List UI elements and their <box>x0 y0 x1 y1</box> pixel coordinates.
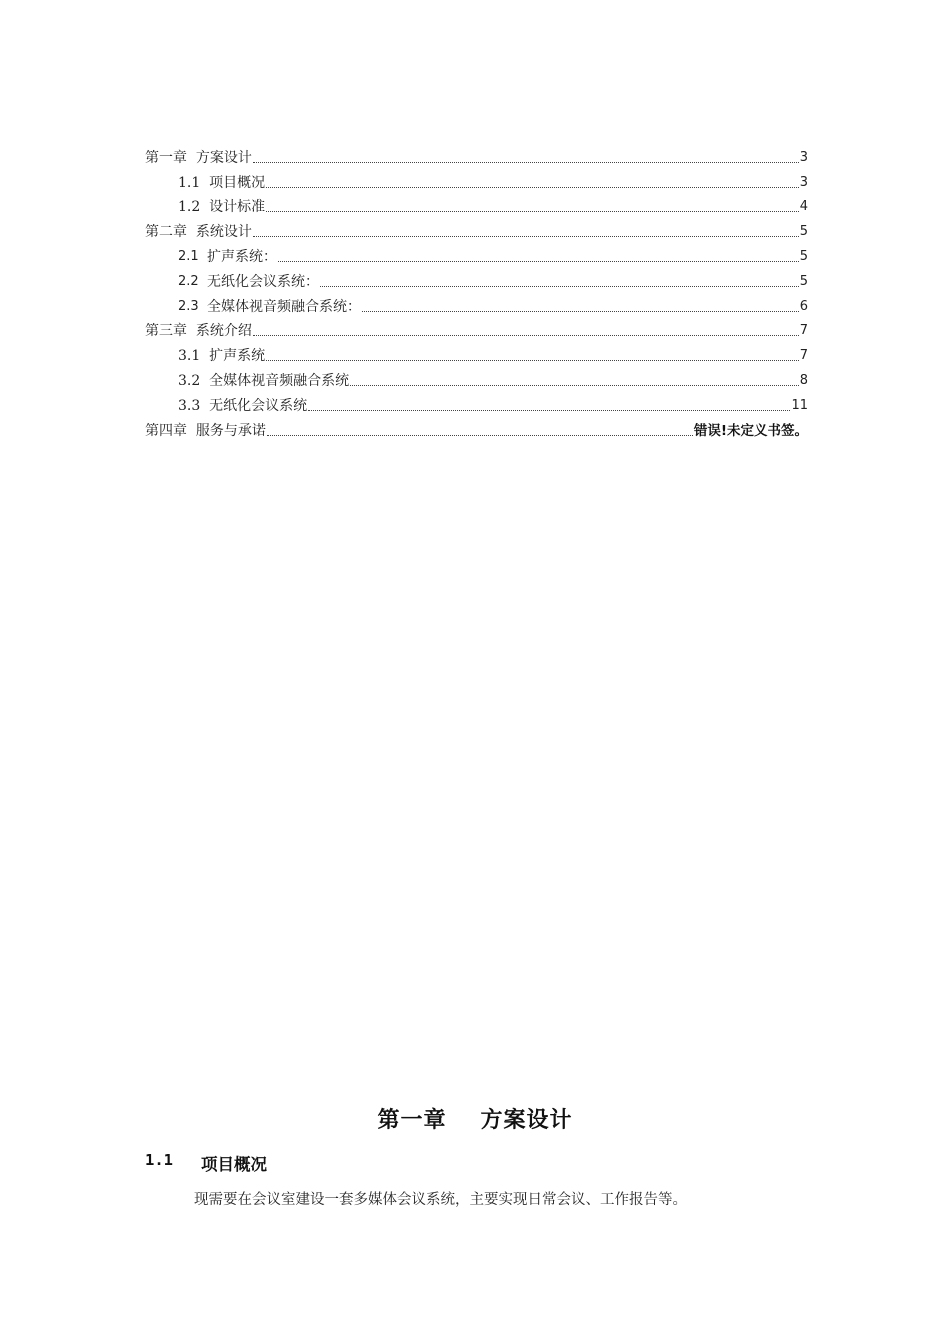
toc-entry-page: 5 <box>799 224 808 240</box>
toc-entry-number: 1.1 <box>178 174 210 191</box>
chapter-number: 第一章 <box>377 1107 447 1133</box>
toc-entry-page: 3 <box>799 149 808 165</box>
toc-entry[interactable] <box>145 192 808 217</box>
toc-dot-leader <box>308 409 790 411</box>
toc-entry-page: 8 <box>799 372 808 388</box>
toc-entry-page: 11 <box>791 397 808 413</box>
toc-entry[interactable] <box>145 390 808 415</box>
chapter-title <box>0 1103 950 1134</box>
toc-entry-title: 服务与承诺 <box>195 422 266 439</box>
toc-entry[interactable] <box>145 266 808 291</box>
toc-dot-leader <box>266 210 799 212</box>
toc-dot-leader <box>320 285 799 287</box>
toc-entry[interactable] <box>145 415 808 440</box>
toc-entry-number: 2.1 <box>178 248 207 264</box>
section-number: 1.1 <box>145 1151 173 1169</box>
toc-entry-title: 无纸化会议系统 <box>209 397 308 414</box>
body-paragraph: 现需要在会议室建设一套多媒体会议系统，主要实现日常会议、工作报告等。 <box>194 1192 687 1208</box>
toc-entry-title: 系统设计 <box>195 224 252 241</box>
toc-entry-title: 扩声系统： <box>206 248 277 265</box>
toc-entry-number: 第二章 <box>145 224 196 241</box>
toc-entry-title: 扩声系统 <box>209 348 266 365</box>
toc-dot-leader <box>278 260 799 262</box>
toc-entry-page: 5 <box>799 248 808 264</box>
toc-entry-number: 3.1 <box>178 348 210 365</box>
toc-dot-leader <box>267 434 693 436</box>
toc-entry-page: 6 <box>799 298 808 314</box>
section-heading <box>145 1151 267 1175</box>
toc-dot-leader <box>266 186 799 188</box>
toc-entry-page: 3 <box>799 174 808 190</box>
toc-entry-page: 错误!未定义书签。 <box>693 422 808 439</box>
toc-entry-number: 第一章 <box>145 149 196 166</box>
toc-entry-number: 2.3 <box>178 298 207 314</box>
toc-entry-title: 方案设计 <box>195 149 252 166</box>
toc-entry-number: 第四章 <box>145 422 196 439</box>
toc-entry-title: 系统介绍 <box>195 323 252 340</box>
toc-entry[interactable] <box>145 241 808 266</box>
toc-dot-leader <box>253 161 799 163</box>
toc-dot-leader <box>362 310 799 312</box>
toc-entry[interactable] <box>145 291 808 316</box>
toc-entry-title: 项目概况 <box>209 174 266 191</box>
toc-entry-number: 第三章 <box>145 323 196 340</box>
section-title: 项目概况 <box>201 1155 267 1174</box>
toc-entry-page: 5 <box>799 273 808 289</box>
toc-entry-title: 无纸化会议系统： <box>206 273 319 290</box>
table-of-contents <box>145 142 808 440</box>
toc-dot-leader <box>253 235 799 237</box>
toc-entry-number: 2.2 <box>178 273 207 289</box>
toc-entry-page: 7 <box>799 348 808 364</box>
toc-entry-number: 3.3 <box>178 397 210 414</box>
chapter-name: 方案设计 <box>480 1107 573 1133</box>
toc-dot-leader <box>266 359 799 361</box>
toc-entry[interactable] <box>145 142 808 167</box>
toc-entry-number: 3.2 <box>178 372 210 389</box>
toc-entry[interactable] <box>145 365 808 390</box>
toc-entry[interactable] <box>145 316 808 341</box>
toc-entry[interactable] <box>145 216 808 241</box>
toc-entry[interactable] <box>145 167 808 192</box>
toc-entry-page: 4 <box>799 199 808 215</box>
toc-entry-title: 全媒体视音频融合系统： <box>206 298 361 315</box>
toc-entry-page: 7 <box>799 323 808 339</box>
toc-dot-leader <box>350 384 799 386</box>
toc-entry-title: 全媒体视音频融合系统 <box>209 372 350 389</box>
toc-entry[interactable] <box>145 340 808 365</box>
toc-entry-number: 1.2 <box>178 199 210 216</box>
toc-entry-title: 设计标准 <box>209 199 266 216</box>
toc-dot-leader <box>253 334 799 336</box>
